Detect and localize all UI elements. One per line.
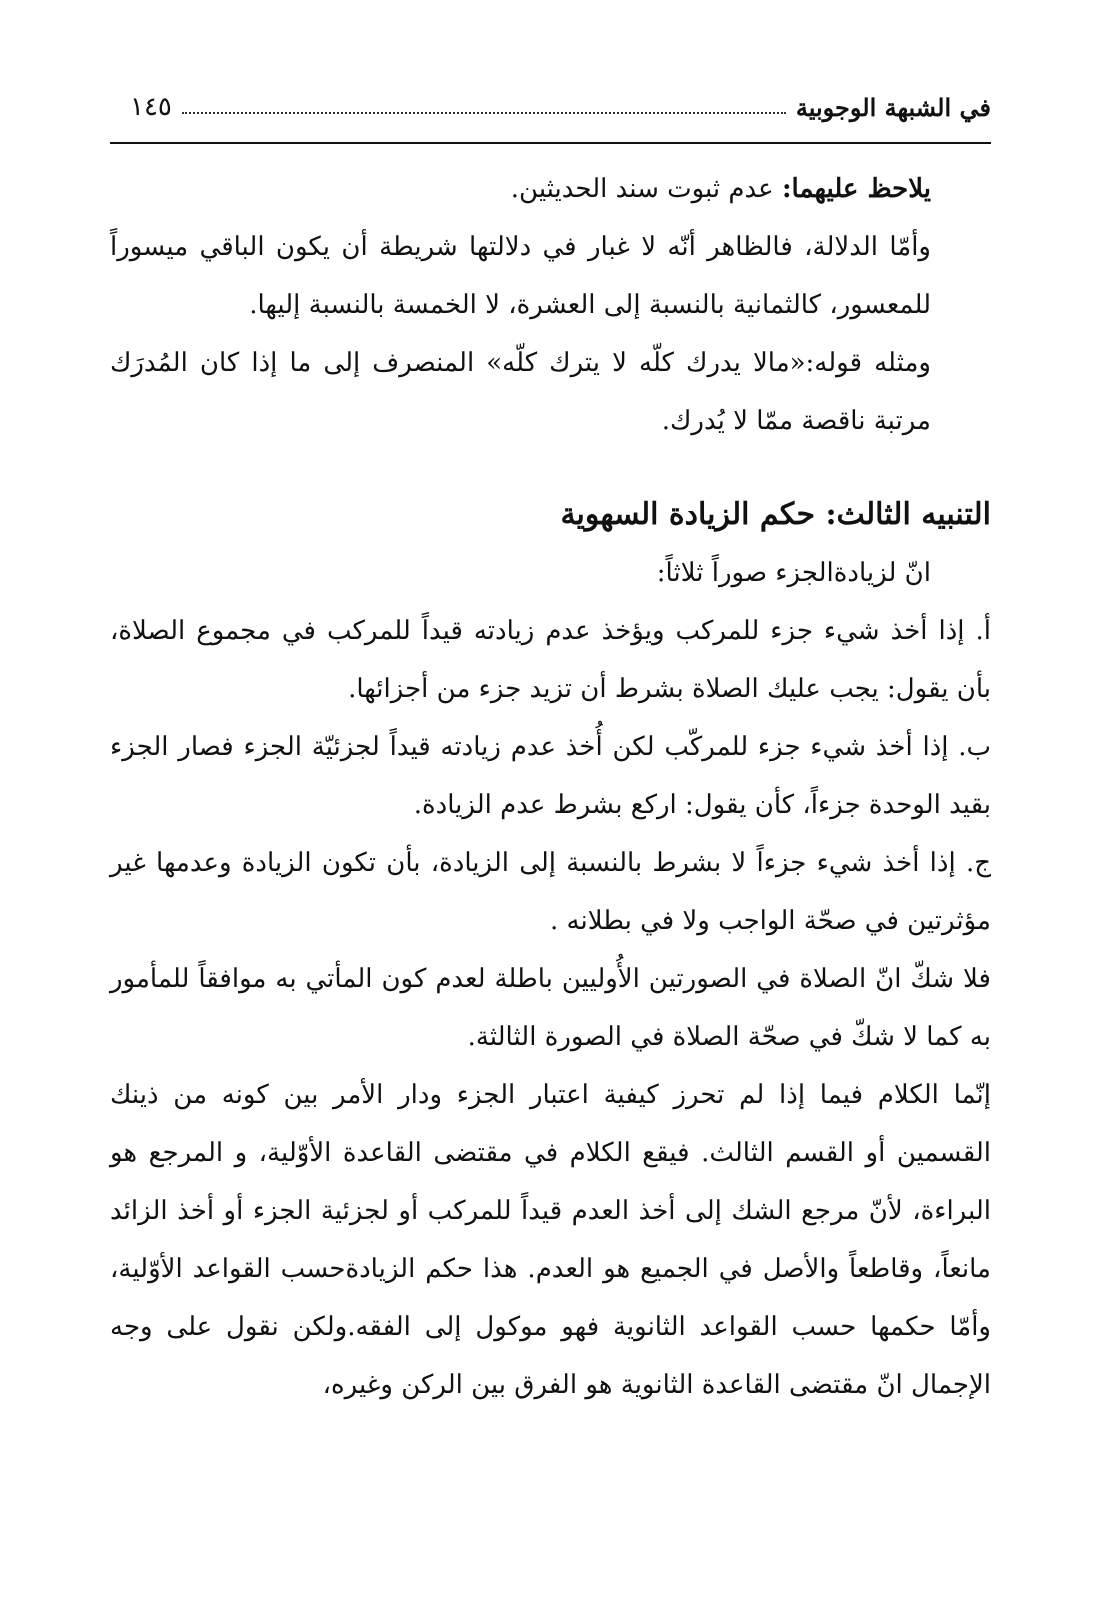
paragraph-ruling: فلا شكّ انّ الصلاة في الصورتين الأُوليين باطلة لعدم كون المأتي به موافقاً للمأمور به كما لا شكّ في صحّة الصلاة في الصورة الثالثة. <box>110 964 991 1052</box>
page-number: ١٤٥ <box>130 92 172 122</box>
running-header <box>110 78 991 122</box>
running-title: في الشبهة الوجوبية <box>795 93 991 122</box>
page-body <box>110 160 991 1414</box>
note-label: يلاحظ عليهما: <box>781 174 931 204</box>
paragraph-hadith: ومثله قوله:«مالا يدرك كلّه لا يترك كلّه» المنصرف إلى ما إذا كان المُدرَك مرتبة ناقصة ممّا لا يُدرك. <box>110 348 931 436</box>
paragraph-dalala: وأمّا الدلالة، فالظاهر أنّه لا غبار في دلالتها شريطة أن يكون الباقي ميسوراً للمعسور، كالثمانية بالنسبة إلى العشرة، لا الخمسة بالنسبة إليها. <box>110 232 931 320</box>
paragraph-discussion: إنّما الكلام فيما إذا لم تحرز كيفية اعتبار الجزء ودار الأمر بين كونه من ذينك القسمين أو القسم الثالث. فيقع الكلام في مقتضى القاعدة الأوّلية، و المرجع هو البراءة، لأنّ مرجع الشك إلى أخذ العدم قيداً للمركب أو لجزئية الجزء أو أخذ الزائد مانعاً، وقاطعاً والأصل في الجميع هو العدم. هذا حكم الزيادةحسب القواعد الأوّلية، وأمّا حكمها حسب القواعد الثانوية فهو موكول إلى الفقه.ولكن نقول على وجه الإجمال انّ مقتضى القاعدة الثانوية هو الفرق بين الركن وغيره، <box>110 1080 991 1400</box>
leader-dots <box>182 112 786 114</box>
paragraph-note <box>110 160 991 218</box>
paragraph-intro: انّ لزيادةالجزء صوراً ثلاثاً: <box>656 558 931 588</box>
paragraph-case-b: ب. إذا أخذ شيء جزء للمركّب لكن أُخذ عدم زيادته قيداً لجزئيّة الجزء فصار الجزء بقيد الوحدة جزءاً، كأن يقول: اركع بشرط عدم الزيادة. <box>110 732 991 820</box>
header-rule <box>110 142 991 144</box>
section-heading: التنبيه الثالث: حكم الزيادة السهوية <box>560 497 991 532</box>
paragraph-case-a: أ. إذا أخذ شيء جزء للمركب ويؤخذ عدم زيادته قيداً للمركب في مجموع الصلاة، بأن يقول: يجب عليك الصلاة بشرط أن تزيد جزء من أجزائها. <box>110 616 991 704</box>
paragraph-case-c: ج. إذا أخذ شيء جزءاً لا بشرط بالنسبة إلى الزيادة، بأن تكون الزيادة وعدمها غير مؤثرتين في صحّة الواجب ولا في بطلانه . <box>110 848 991 936</box>
note-text: عدم ثبوت سند الحديثين. <box>510 174 782 204</box>
